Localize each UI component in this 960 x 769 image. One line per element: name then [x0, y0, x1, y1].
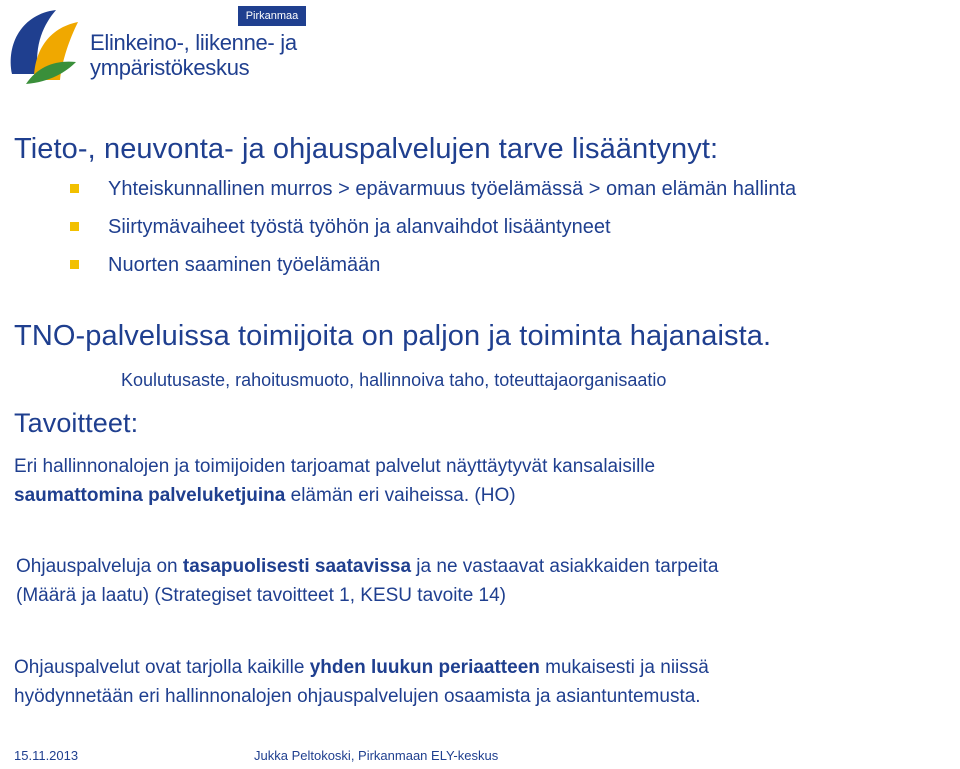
- bullet-text: Siirtymävaiheet työstä työhön ja alanvaihdot lisääntyneet: [108, 216, 611, 238]
- section2-heading: TNO-palveluissa toimijoita on paljon ja toiminta hajanaista.: [14, 320, 772, 352]
- bullet-square-icon: [70, 222, 79, 231]
- org-name-line1: Elinkeino-, liikenne- ja: [90, 30, 297, 55]
- section1-heading: Tieto-, neuvonta- ja ohjauspalvelujen tarve lisääntynyt:: [14, 133, 719, 165]
- goal-2-rest: ja ne vastaavat asiakkaiden tarpeita: [411, 556, 719, 577]
- goal-1-line1: Eri hallinnonalojen ja toimijoiden tarjoamat palvelut näyttäytyvät kansalaisille: [14, 456, 656, 477]
- section1-bullet-list: [70, 175, 796, 289]
- footer-date: 15.11.2013: [14, 748, 79, 763]
- goal-2-bold: tasapuolisesti saatavissa: [182, 556, 412, 577]
- goal-paragraph-2: [16, 552, 718, 610]
- ely-logo-icon: [4, 4, 84, 86]
- org-name-line2: ympäristökeskus: [90, 55, 250, 80]
- goal-3-rest: mukaisesti ja niissä: [539, 657, 709, 678]
- goal-paragraph-1: [14, 452, 655, 510]
- bullet-square-icon: [70, 260, 79, 269]
- goal-2-line1: [16, 552, 718, 581]
- org-name: [90, 30, 297, 80]
- goal-paragraph-3: [14, 653, 709, 711]
- goal-1-line2: [14, 481, 655, 510]
- footer-author: Jukka Peltokoski, Pirkanmaan ELY-keskus: [254, 748, 499, 763]
- goal-1-bold: saumattomina palveluketjuina: [14, 485, 286, 506]
- header-logo: [0, 0, 960, 95]
- bullet-text: Yhteiskunnallinen murros > epävarmuus työelämässä > oman elämän hallinta: [108, 178, 797, 200]
- bullet-square-icon: [70, 184, 79, 193]
- region-badge: Pirkanmaa: [238, 6, 306, 26]
- goal-2-start: Ohjauspalveluja on: [16, 556, 183, 577]
- goal-1-rest: elämän eri vaiheissa. (HO): [285, 485, 516, 506]
- goal-3-line1: [14, 653, 709, 682]
- goal-2-line2: (Määrä ja laatu) (Strategiset tavoitteet 1, KESU tavoite 14): [16, 585, 507, 606]
- list-item: [70, 213, 796, 251]
- list-item: [70, 175, 796, 213]
- goals-heading: Tavoitteet:: [14, 408, 139, 438]
- section2-subline: Koulutusaste, rahoitusmuoto, hallinnoiva taho, toteuttajaorganisaatio: [121, 370, 667, 390]
- bullet-text: Nuorten saaminen työelämään: [108, 254, 381, 276]
- goal-3-bold: yhden luukun periaatteen: [309, 657, 540, 678]
- list-item: [70, 251, 796, 289]
- goal-3-start: Ohjauspalvelut ovat tarjolla kaikille: [14, 657, 310, 678]
- goal-3-line2: hyödynnetään eri hallinnonalojen ohjauspalvelujen osaamista ja asiantuntemusta.: [14, 686, 701, 707]
